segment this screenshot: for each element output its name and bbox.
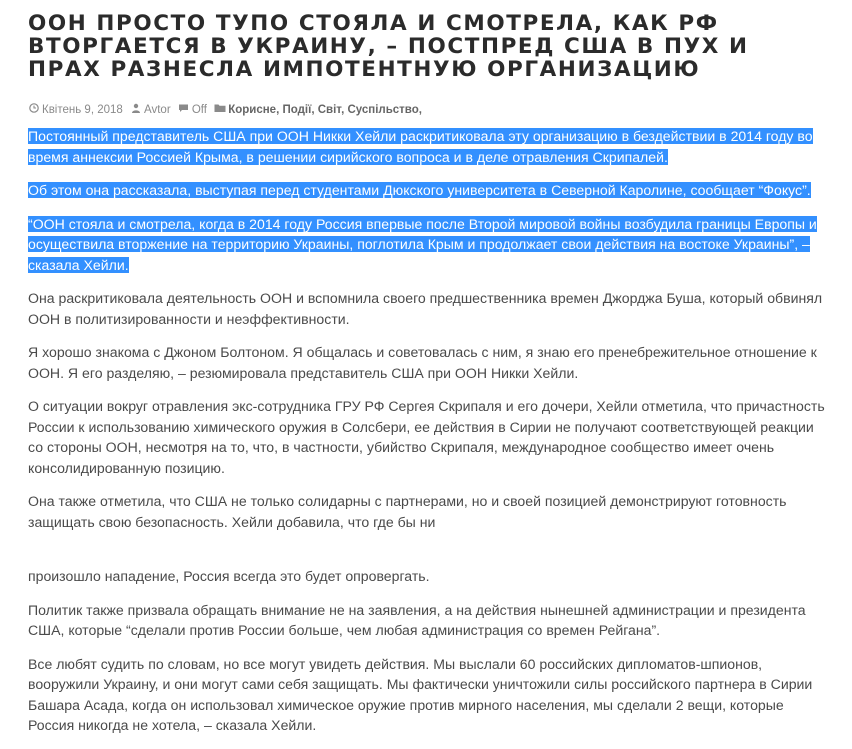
paragraph-9: Политик также призвала обращать внимание не на заявления, а на действия нынешней администрации и президента США, которые “сделали против России больше, чем любая администрация со времен Рейгана”. (28, 601, 806, 638)
post-date-link[interactable]: Квітень 9, 2018 (42, 104, 123, 116)
article-title: ООН ПРОСТО ТУПО СТОЯЛА И СМОТРЕЛА, КАК РФ ВТОРГАЕТСЯ В УКРАИНУ, – ПОСТПРЕД США В ПУХ И ПРАХ РАЗНЕСЛА ИМПОТЕНТНУЮ ОРГАНИЗАЦИЮ (28, 11, 749, 82)
clock-icon (28, 103, 39, 117)
article (28, 0, 828, 749)
paragraph-3-text: “ООН стояла и смотрела, когда в 2014 году Россия впервые после Второй мировой войны возбудила границы Европы и осуществила вторжение на территорию Украины, поглотила Крым и продолжает свои действия на востоке Украины”, – сказала Хейли. (28, 215, 817, 273)
paragraph-4: Она раскритиковала деятельность ООН и вспомнила своего предшественника времен Джорджа Буша, который обвинял ООН в политизированности и неэффективности. (28, 290, 823, 327)
post-comments-status: Off (191, 104, 207, 116)
post-author-link[interactable]: Avtor (144, 104, 171, 116)
paragraph-10: Все любят судить по словам, но все могут увидеть действия. Мы выслали 60 российских дипломатов-шпионов, вооружили Украину, и они могут сами себя защищать. Мы фактически уничтожили силы российского партнера в Сирии Башара Асада, когда он использовал химическое оружие против мирного населения, мы сделали 2 вещи, которые Россия никогда не хотела, – сказала Хейли. (28, 655, 813, 733)
article-content (28, 126, 828, 736)
paragraph-1 (28, 126, 828, 167)
paragraph-3 (28, 214, 828, 276)
comment-icon (178, 103, 189, 117)
paragraph-1-text: Постоянный представитель США при ООН Никки Хейли раскритиковала эту организацию в бездействии в 2014 году во время аннексии Россией Крыма, в решении сирийского вопроса и в деле отравления Скрипалей. (28, 128, 813, 165)
paragraph-2 (28, 180, 828, 201)
paragraph-2-text: Об этом она рассказала, выступая перед студентами Дюкского университета в Северной Каролине, сообщает “Фокус”. (28, 182, 811, 198)
paragraph-6: О ситуации вокруг отравления экс-сотрудника ГРУ РФ Сергея Скрипаля и его дочери, Хейли отметила, что причастность России к использованию химического оружия в Солсбери, ее действия в Сирии не получают соответствующей реакции со стороны ООН, несмотря на то, что, в частности, убийство Скрипаля, международное сообщество имеет очень консолидированную позицию. (28, 398, 825, 476)
folder-icon (214, 103, 225, 117)
paragraph-5: Я хорошо знакома с Джоном Болтоном. Я общалась и советовалась с ним, я знаю его пренебрежительное отношение к ООН. Я его разделяю, – резюмировала представитель США при ООН Никки Хейли. (28, 344, 817, 381)
user-icon (130, 103, 141, 117)
paragraph-7: Она также отметила, что США не только солидарны с партнерами, но и своей позицией демонстрируют готовность защищать свою безопасность. Хейли добавила, что где бы ни (28, 493, 787, 530)
post-meta (28, 103, 828, 117)
paragraph-8: произошло нападение, Россия всегда это будет опровергать. (28, 568, 430, 584)
post-categories-links[interactable]: Корисне, Події, Світ, Суспільство, (228, 104, 422, 116)
ad-gap (28, 545, 828, 566)
